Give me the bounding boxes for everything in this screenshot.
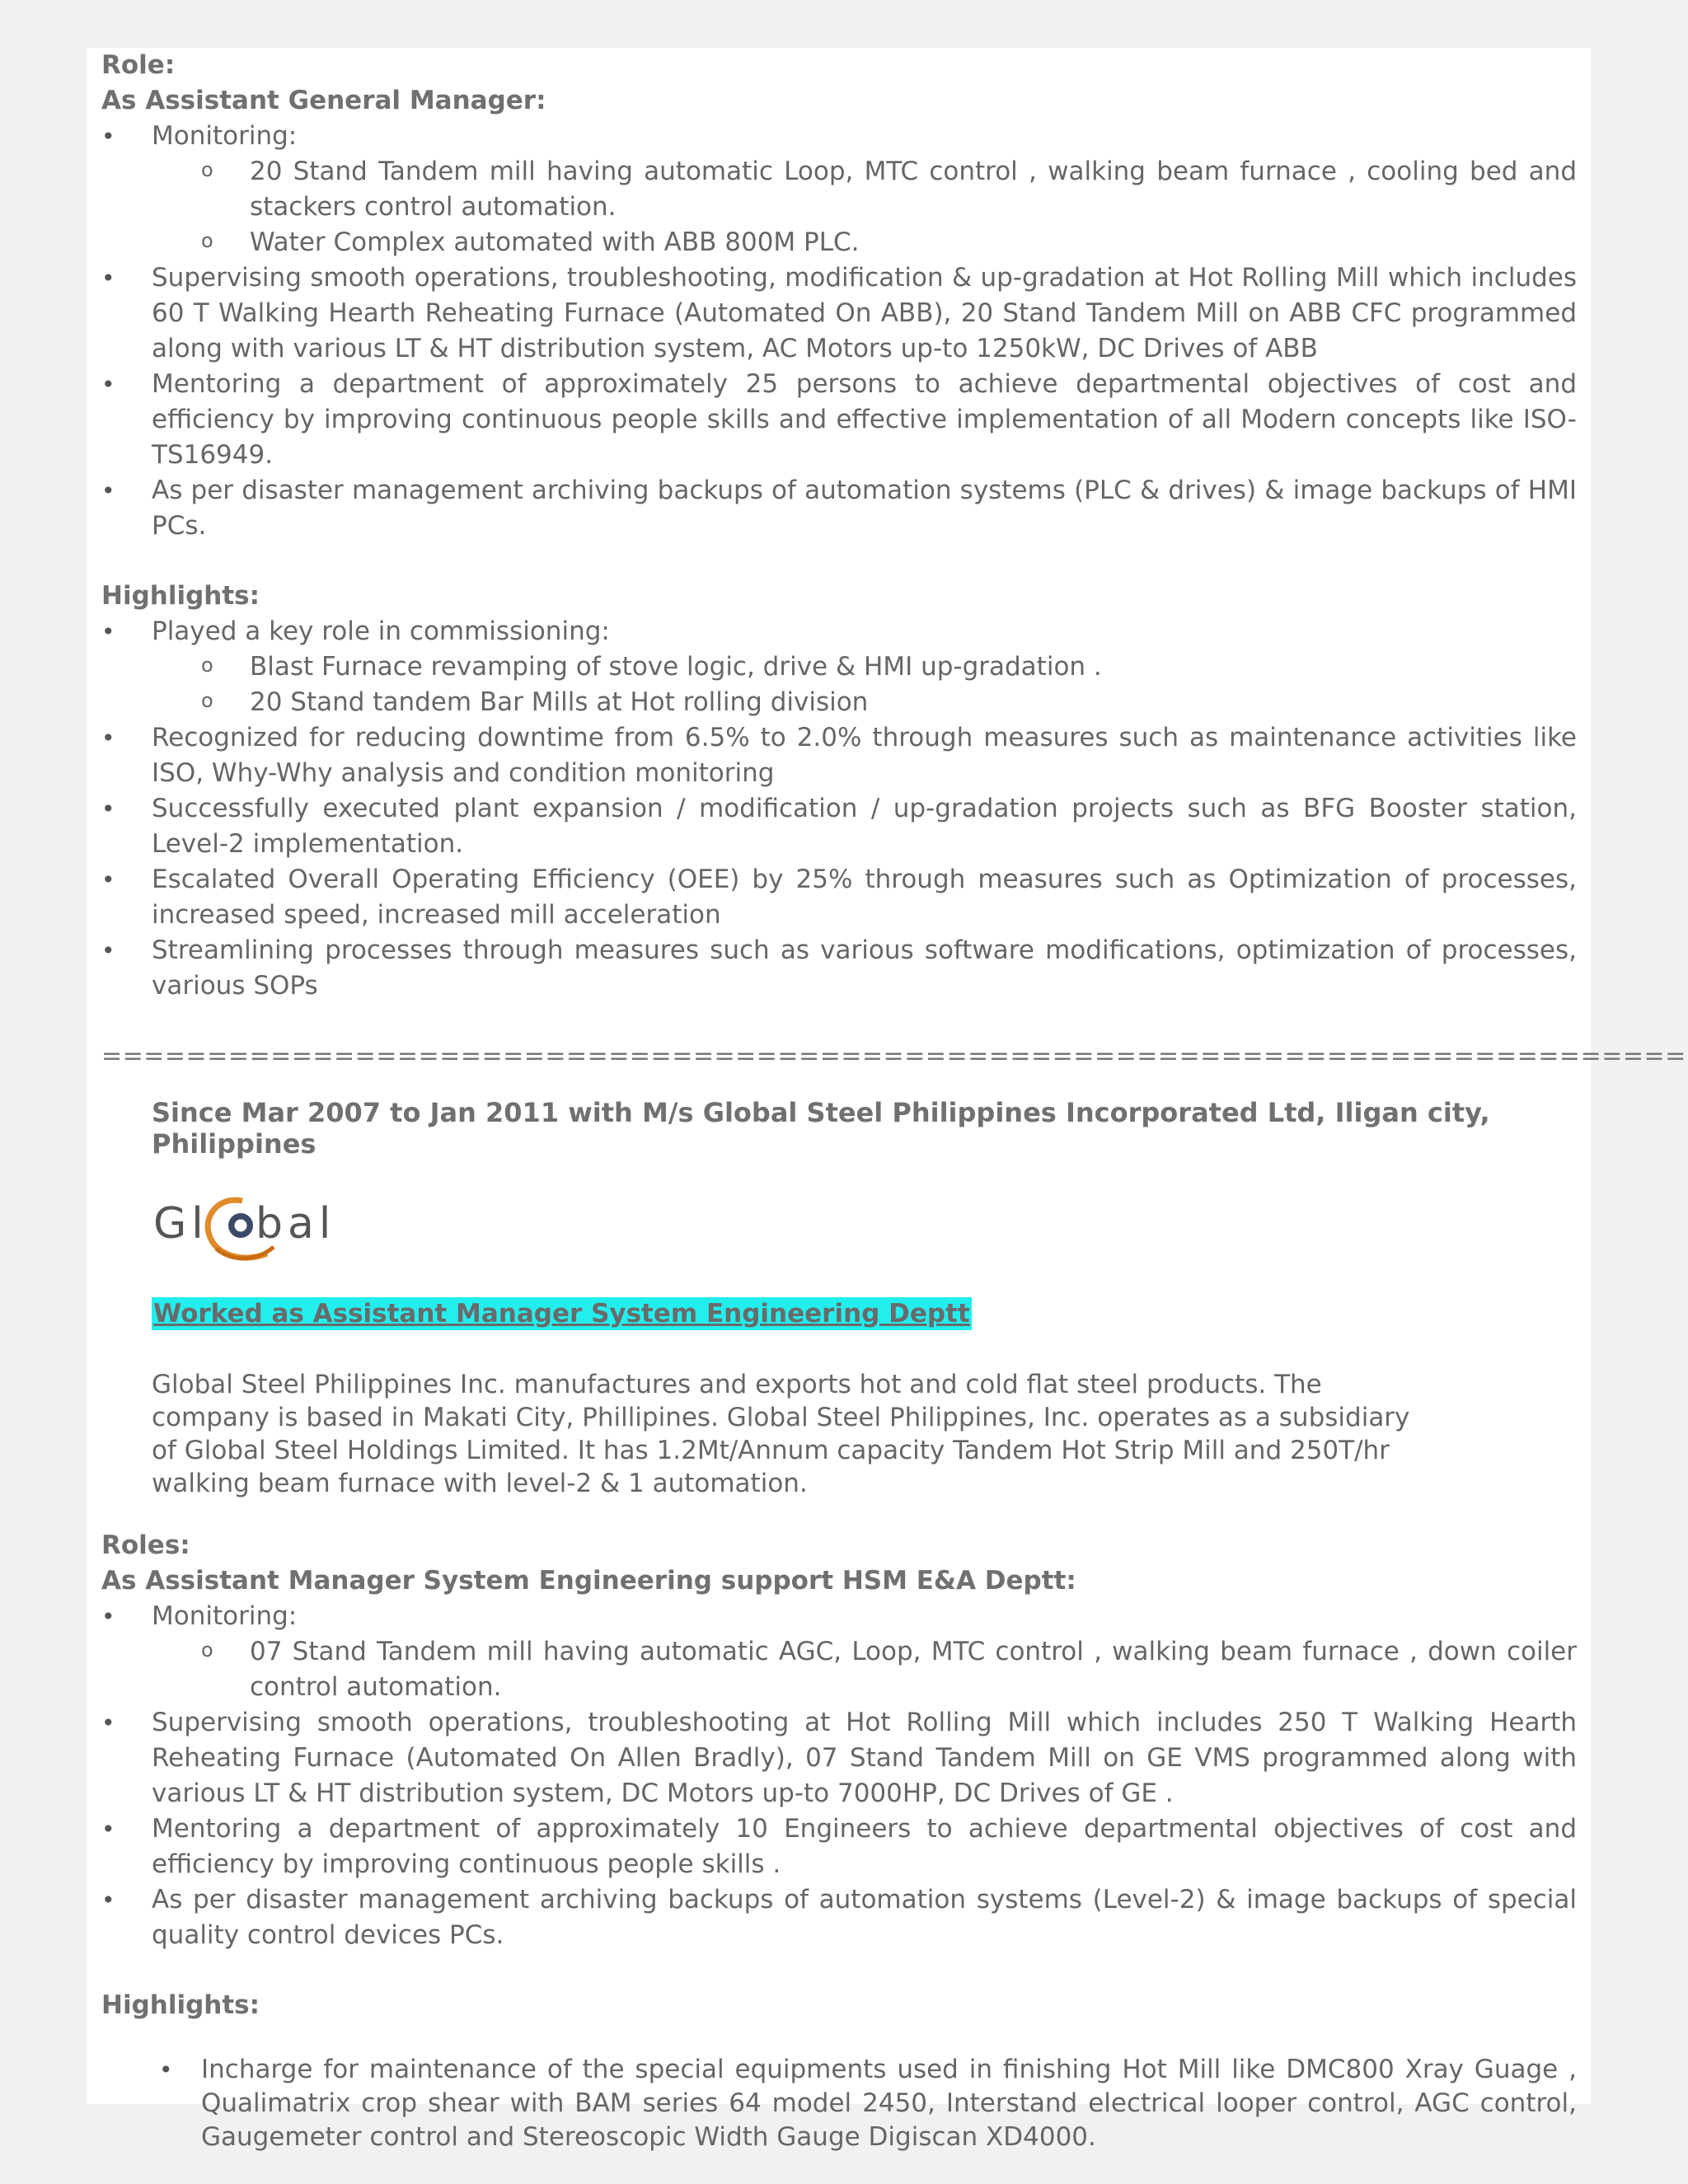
spacer	[101, 1004, 1577, 1038]
list-item: • As per disaster management archiving backups of automation systems (Level-2) & image backups of special quality control devices PCs.	[101, 1882, 1577, 1953]
spacer	[101, 1500, 1577, 1528]
roles-bullet-list	[101, 1599, 1577, 1953]
list-item: • Incharge for maintenance of the special equipments used in finishing Hot Mill like DMC800 Xray Guage , Qualimatrix crop shear with BAM series 64 model 2450, Interstand electrical looper control, AGC control, Gaugemeter control and Stereoscopic Width Gauge Digiscan XD4000.	[101, 2053, 1577, 2154]
spacer	[101, 544, 1577, 579]
monitoring-sublist	[152, 154, 1577, 260]
list-item	[101, 1599, 1577, 1705]
roles-heading: Roles:	[101, 1530, 190, 1560]
list-item: o Water Complex automated with ABB 800M PLC.	[152, 225, 1577, 260]
highlights-bullet-list	[101, 614, 1577, 1004]
list-item: o 07 Stand Tandem mill having automatic AGC, Loop, MTC control , walking beam furnace , down coiler control automation.	[152, 1634, 1577, 1705]
spacer	[101, 1074, 1577, 1097]
highlights-heading: Highlights:	[101, 1990, 260, 2020]
role-title: As Assistant Manager System Engineering support HSM E&A Deptt:	[101, 1566, 1076, 1596]
company-line: Since Mar 2007 to Jan 2011 with M/s Global Steel Philippines Incorporated Ltd, Iligan city, Philippines	[152, 1097, 1490, 1160]
spacer	[101, 1275, 1577, 1296]
list-item: • Mentoring a department of approximately 10 Engineers to achieve departmental objectives of cost and efficiency by improving continuous people skills .	[101, 1811, 1577, 1882]
list-item: o 20 Stand tandem Bar Mills at Hot rolling division	[152, 685, 1577, 720]
global-logo-icon	[152, 1184, 341, 1275]
monitoring-label: Monitoring:	[152, 1601, 298, 1631]
list-item: • Supervising smooth operations, troubleshooting at Hot Rolling Mill which includes 250 T Walking Hearth Reheating Furnace (Automated On Allen Bradly), 07 Stand Tandem Mill on GE VMS programmed along with various LT & HT distribution system, DC Motors up-to 7000HP, DC Drives of GE .	[101, 1705, 1577, 1811]
list-item: • Escalated Overall Operating Efficiency (OEE) by 25% through measures such as Optimization of processes, increased speed, increased mill acceleration	[101, 862, 1577, 933]
svg-text:bal: bal	[256, 1199, 336, 1249]
list-item: • Successfully executed plant expansion / modification / up-gradation projects such as BFG Booster station, Level-2 implementation.	[101, 791, 1577, 862]
list-item: • Recognized for reducing downtime from 6.5% to 2.0% through measures such as maintenance activities like ISO, Why-Why analysis and condition monitoring	[101, 720, 1577, 791]
list-item: • As per disaster management archiving backups of automation systems (PLC & drives) & image backups of HMI PCs.	[101, 473, 1577, 544]
list-item	[101, 119, 1577, 260]
spacer	[101, 1953, 1577, 1988]
role-bullet-list	[101, 119, 1577, 544]
svg-text:Gl: Gl	[153, 1199, 209, 1249]
list-item: o 20 Stand Tandem mill having automatic Loop, MTC control , walking beam furnace , cooling bed and stackers control automation.	[152, 154, 1577, 225]
highlights-heading: Highlights:	[101, 581, 260, 611]
company-logo	[152, 1184, 1577, 1275]
commissioning-sublist	[152, 649, 1577, 720]
list-item: o Blast Furnace revamping of stove logic, drive & HMI up-gradation .	[152, 649, 1577, 685]
list-item	[101, 614, 1577, 720]
role-title: As Assistant General Manager:	[101, 86, 546, 115]
section-separator: ===========================================================================	[101, 1042, 1686, 1071]
commissioning-label: Played a key role in commissioning:	[152, 616, 610, 646]
worked-as-row	[152, 1296, 1577, 1332]
resume-content	[101, 48, 1686, 2154]
list-item: • Streamlining processes through measures such as various software modifications, optimization of processes, various SOPs	[101, 933, 1577, 1004]
spacer	[101, 1332, 1577, 1368]
highlights-bullet-list	[101, 2053, 1577, 2154]
document-page	[87, 48, 1686, 2152]
role-heading: Role:	[101, 50, 176, 80]
spacer	[101, 2023, 1577, 2053]
list-item: • Supervising smooth operations, troubleshooting, modification & up-gradation at Hot Rolling Mill which includes 60 T Walking Hearth Reheating Furnace (Automated On ABB), 20 Stand Tandem Mill on ABB CFC programmed along with various LT & HT distribution system, AC Motors up-to 1250kW, DC Drives of ABB	[101, 260, 1577, 367]
monitoring-label: Monitoring:	[152, 121, 298, 151]
worked-as-title: Worked as Assistant Manager System Engineering Deptt	[153, 1299, 970, 1329]
monitoring-sublist	[152, 1634, 1577, 1705]
company-description: Global Steel Philippines Inc. manufactures and exports hot and cold flat steel products. The company is based in Makati City, Phillipines. Global Steel Philippines, Inc. operates as a subsidiary of Global Steel Holdings Limited. It has 1.2Mt/Annum capacity Tandem Hot Strip Mill and 250T/hr walking beam furnace with level-2 & 1 automation.	[152, 1370, 1410, 1498]
list-item: • Mentoring a department of approximately 25 persons to achieve departmental objectives of cost and efficiency by improving continuous people skills and effective implementation of all Modern concepts like ISO-TS16949.	[101, 367, 1577, 473]
